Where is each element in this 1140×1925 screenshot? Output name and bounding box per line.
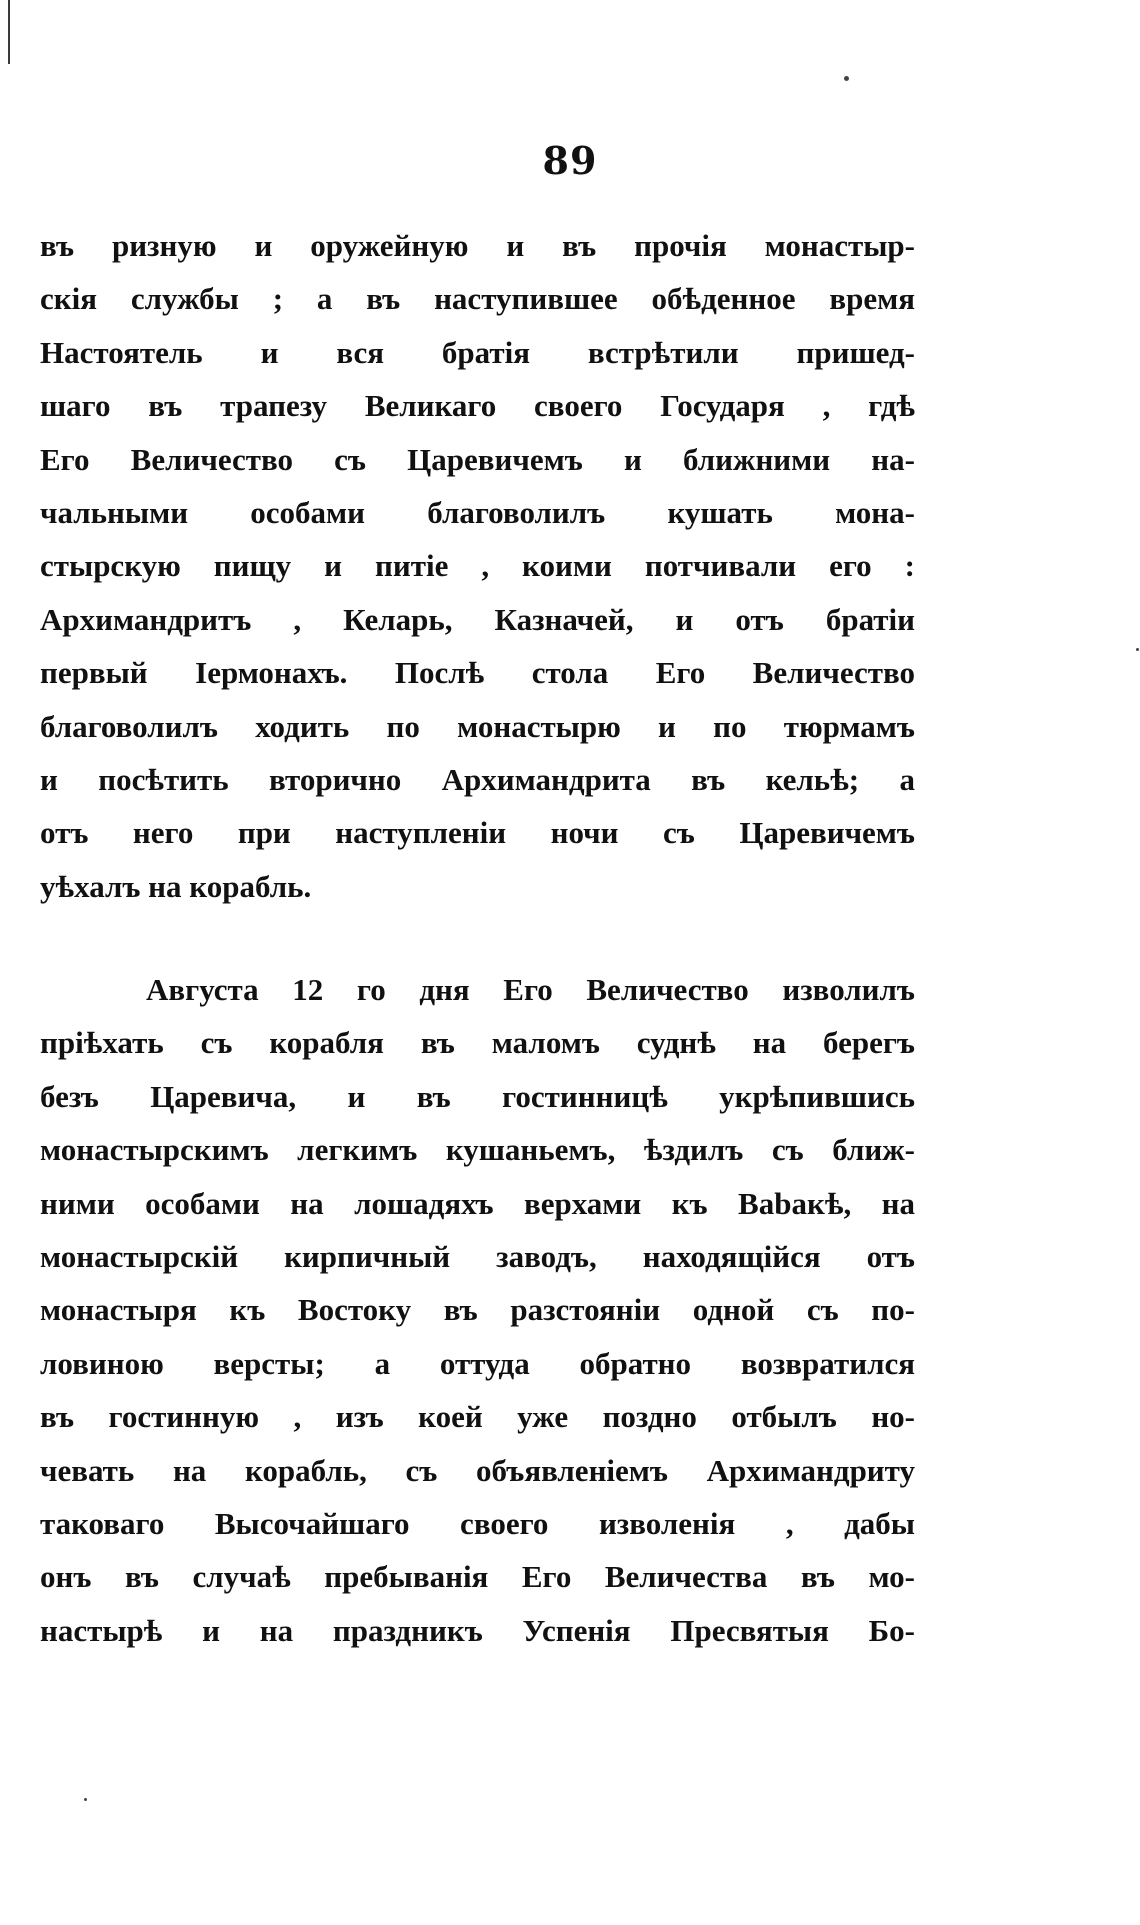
text-line: пріѣхать съ корабля въ маломъ суднѣ на берегъ [40, 1025, 915, 1061]
text-line: чевать на корабль, съ объявленіемъ Архимандриту [40, 1452, 915, 1488]
text-line: въ гостинную , изъ коей уже поздно отбылъ но- [40, 1399, 915, 1435]
text-line: отъ него при наступленіи ночи съ Царевичемъ [40, 815, 915, 851]
text-line: Его Величество съ Царевичемъ и ближними на- [40, 441, 915, 477]
text-line: безъ Царевича, и въ гостинницѣ укрѣпившись [40, 1078, 915, 1114]
text-line: уѣхалъ на корабль. [40, 868, 312, 904]
text-line: Августа 12 го дня Его Величество изволилъ [146, 972, 915, 1007]
text-line: ловиною версты; а оттуда обратно возвратился [40, 1345, 915, 1381]
text-line: монастырскимъ легкимъ кушаньемъ, ѣздилъ съ ближ- [40, 1132, 915, 1168]
text-line: шаго въ трапезу Великаго своего Государя , гдѣ [40, 388, 915, 424]
text-line: и посѣтить вторично Архимандрита въ кельѣ; а [40, 761, 915, 797]
text-line: стырскую пищу и питіе , коими потчивали его : [40, 548, 915, 584]
ink-speck [844, 76, 849, 81]
text-line: первый Іермонахъ. Послѣ стола Его Величество [40, 655, 915, 691]
ink-speck [84, 1798, 87, 1801]
text-line: чальными особами благоволилъ кушать мона- [40, 494, 915, 530]
text-line: монастыря къ Востоку въ разстояніи одной съ по- [40, 1292, 915, 1328]
ink-speck [1136, 648, 1139, 651]
page-edge-line [8, 0, 10, 64]
paragraph-1 [40, 219, 915, 913]
text-line: Архимандритъ , Келарь, Казначей, и отъ братіи [40, 601, 915, 637]
text-line: таковаго Высочайшаго своего изволенія , дабы [40, 1505, 915, 1541]
text-line: скія службы ; а въ наступившее обѣденное время [40, 281, 915, 317]
page-number: 89 [542, 138, 598, 183]
paragraph-2 [40, 963, 915, 1657]
text-line: монастырскій кирпичный заводъ, находящійся отъ [40, 1238, 915, 1274]
text-line: онъ въ случаѣ пребыванія Его Величества въ мо- [40, 1559, 915, 1595]
text-line: ними особами на лошадяхъ верхами къ Babaкѣ, на [40, 1185, 915, 1221]
text-line: благоволилъ ходить по монастырю и по тюрмамъ [40, 708, 915, 744]
text-line: Настоятель и вся братія встрѣтили пришед- [40, 334, 915, 370]
text-line: настырѣ и на праздникъ Успенія Пресвятыя Бо- [40, 1612, 915, 1648]
text-line: въ ризную и оружейную и въ прочія монастыр- [40, 228, 915, 263]
